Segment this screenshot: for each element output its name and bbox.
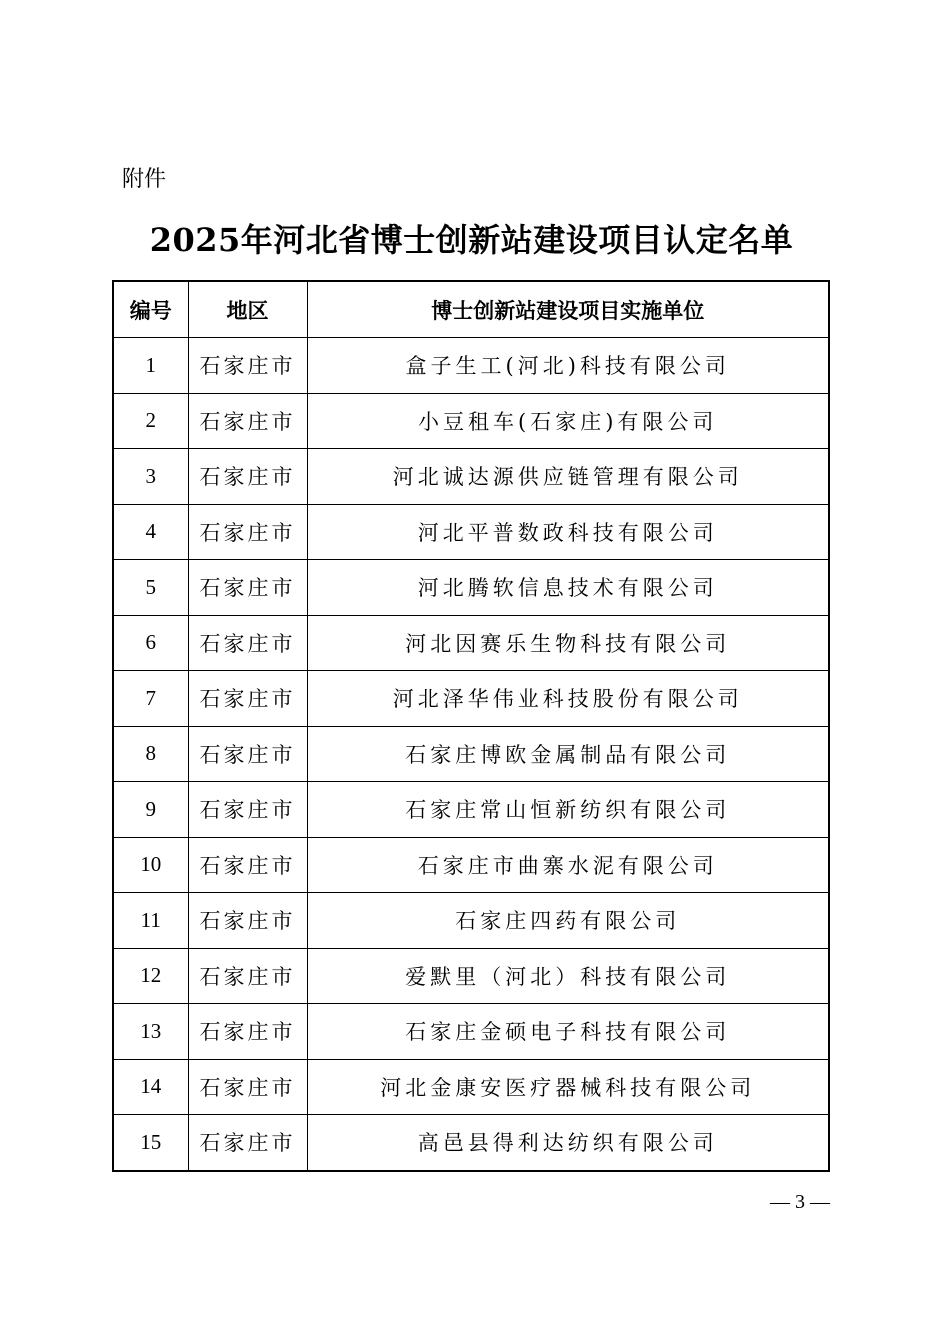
table-row [113,671,829,727]
row-unit: 石家庄市曲寨水泥有限公司 [307,837,829,893]
row-unit: 河北腾软信息技术有限公司 [307,560,829,616]
table-row [113,782,829,838]
row-number: 2 [113,393,188,449]
row-number: 5 [113,560,188,616]
row-region: 石家庄市 [188,893,307,949]
table-row [113,504,829,560]
row-region: 石家庄市 [188,726,307,782]
table-header-row [113,281,829,338]
page-title: 2025年河北省博士创新站建设项目认定名单 [149,221,794,259]
row-unit: 石家庄博欧金属制品有限公司 [307,726,829,782]
table-row [113,393,829,449]
row-unit: 河北金康安医疗器械科技有限公司 [307,1059,829,1115]
table-row [113,1115,829,1171]
row-unit: 石家庄常山恒新纺织有限公司 [307,782,829,838]
row-region: 石家庄市 [188,560,307,616]
table-row [113,1004,829,1060]
row-region: 石家庄市 [188,393,307,449]
row-region: 石家庄市 [188,1004,307,1060]
project-list-table [112,280,830,1172]
table-row [113,449,829,505]
row-region: 石家庄市 [188,782,307,838]
row-unit: 石家庄四药有限公司 [307,893,829,949]
row-region: 石家庄市 [188,1059,307,1115]
row-number: 9 [113,782,188,838]
row-number: 1 [113,338,188,394]
row-region: 石家庄市 [188,1115,307,1171]
row-number: 3 [113,449,188,505]
table-row [113,615,829,671]
row-region: 石家庄市 [188,837,307,893]
table-row [113,893,829,949]
row-region: 石家庄市 [188,504,307,560]
table-row [113,948,829,1004]
row-number: 14 [113,1059,188,1115]
row-unit: 石家庄金硕电子科技有限公司 [307,1004,829,1060]
row-number: 13 [113,1004,188,1060]
column-header-number: 编号 [113,281,188,338]
column-header-unit: 博士创新站建设项目实施单位 [307,281,829,338]
row-number: 12 [113,948,188,1004]
row-number: 8 [113,726,188,782]
page-number: — 3 — [770,1191,830,1213]
row-unit: 河北诚达源供应链管理有限公司 [307,449,829,505]
table-row [113,338,829,394]
table-row [113,726,829,782]
row-region: 石家庄市 [188,615,307,671]
row-region: 石家庄市 [188,449,307,505]
row-unit: 河北泽华伟业科技股份有限公司 [307,671,829,727]
table-row [113,837,829,893]
column-header-region: 地区 [188,281,307,338]
row-number: 10 [113,837,188,893]
attachment-label: 附件 [122,167,167,192]
row-unit: 高邑县得利达纺织有限公司 [307,1115,829,1171]
table-row [113,1059,829,1115]
row-number: 15 [113,1115,188,1171]
row-number: 4 [113,504,188,560]
row-unit: 河北因赛乐生物科技有限公司 [307,615,829,671]
row-unit: 小豆租车(石家庄)有限公司 [307,393,829,449]
table-row [113,560,829,616]
row-unit: 盒子生工(河北)科技有限公司 [307,338,829,394]
row-unit: 爱默里（河北）科技有限公司 [307,948,829,1004]
row-region: 石家庄市 [188,671,307,727]
row-region: 石家庄市 [188,948,307,1004]
row-number: 11 [113,893,188,949]
row-number: 6 [113,615,188,671]
row-unit: 河北平普数政科技有限公司 [307,504,829,560]
row-region: 石家庄市 [188,338,307,394]
row-number: 7 [113,671,188,727]
